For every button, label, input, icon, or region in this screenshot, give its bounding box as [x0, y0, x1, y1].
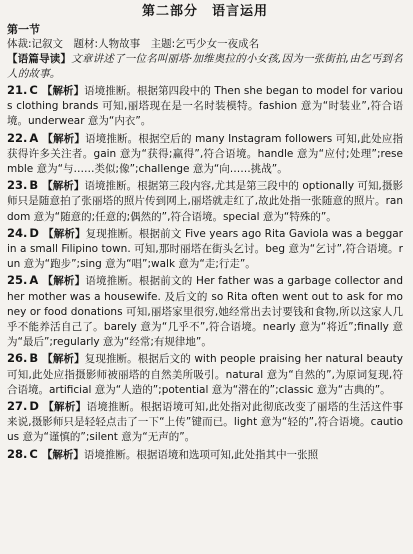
- analysis-text: 复现推断。根据后文的 with people praising her natural beauty 可知,此处应指摄影师被丽塔的自然美所吸引。natural 意为“自然的”,为原词复现,符合语境。artificial 意为“人造的”;potential 意为“潜在的”;classic 意为“古典的”。: [7, 353, 403, 396]
- page-bottom-fade: [0, 546, 413, 554]
- analysis-tag: 【解析】: [41, 448, 84, 461]
- analysis-text: 语境推断。根据前文的 Her father was a garbage collector and her mother was a housewife. 及后文的 so Rita often went out to ask for money or food donations 可知,丽塔家里很穷,她经常出去讨要钱和食物,所以这家人几乎不能养活自己了。barely 意为“几乎不”,符合语境。nearly 意为“将近”;finally 意为“最后”;regularly 意为“经常;有规律地”。: [7, 275, 404, 349]
- question-number: 22.: [7, 130, 28, 145]
- answer-letter: C: [29, 83, 38, 97]
- answer-item-26: [7, 351, 403, 398]
- answer-letter: B: [29, 178, 39, 193]
- analysis-text: 语境推断。根据第四段中的 Then she began to model for various clothing brands 可知,丽塔现在是一名时装模特。fashion 意为“时装业”,符合语境。underwear 意为“内衣”。: [7, 85, 404, 128]
- answer-letter: D: [29, 225, 39, 240]
- analysis-text: 语境推断。根据语境和选项可知,此处指其中一张照: [83, 448, 319, 461]
- question-number: 25.: [7, 273, 28, 288]
- answer-item-28: [7, 447, 403, 463]
- question-number: 27.: [7, 399, 28, 414]
- passage-meta: 体裁:记叙文 题材:人物故事 主题:乞丐少女一夜成名: [7, 38, 260, 50]
- question-number: 26.: [7, 351, 28, 366]
- question-number: 28.: [7, 446, 28, 461]
- analysis-text: 语境推断。根据第三段内容,尤其是第三段中的 optionally 可知,摄影师只是随意拍了张丽塔的照片传到网上,丽塔就走红了,故此处指一张随意的照片。random 意为“随意的;任意的;偶然的”,符合语境。special 意为“特殊的”。: [7, 180, 404, 223]
- analysis-tag: 【解析】: [42, 180, 85, 193]
- passage-guide: [7, 52, 403, 82]
- answer-item-24: [7, 226, 403, 273]
- answer-item-22: [7, 131, 403, 178]
- analysis-text: 语境推断。根据空后的 many Instagram followers 可知,此处应指获得许多关注者。gain 意为“获得;赢得”,符合语境。handle 意为“应付;处理”;resemble 意为“与……类似;像”;challenge 意为“向……挑战”。: [7, 132, 404, 176]
- analysis-tag: 【解析】: [42, 275, 86, 288]
- analysis-text: 复现推断。根据前文 Five years ago Rita Gaviola was a beggar in a small Filipino town. 可知,那时丽塔在街头乞讨。beg 意为“乞讨”,符合语境。run 意为“跑步”;sing 意为“唱”;walk 意为“走;行走”。: [7, 227, 403, 271]
- answer-item-23: [7, 178, 403, 225]
- analysis-tag: 【解析】: [42, 132, 86, 145]
- answer-letter: B: [29, 351, 39, 366]
- answer-item-27: [7, 399, 403, 446]
- question-number: 23.: [7, 178, 28, 193]
- guide-tag: 【语篇导读】: [7, 53, 72, 65]
- page-title: 第二部分 语言运用: [141, 4, 268, 19]
- question-number: 24.: [7, 225, 28, 240]
- analysis-tag: 【解析】: [41, 85, 85, 97]
- question-number: 21.: [7, 83, 28, 97]
- analysis-tag: 【解析】: [42, 227, 86, 240]
- section-heading: 第一节: [7, 23, 40, 36]
- analysis-tag: 【解析】: [42, 353, 85, 366]
- answer-item-25: [7, 273, 403, 350]
- analysis-text: 语境推断。根据语境可知,此处指对此彻底改变了丽塔的生活这件事来说,摄影师只是轻轻点击了一下“上传”键而已。light 意为“轻的”,符合语境。cautious 意为“谨慎的”;silent 意为“无声的”。: [7, 401, 404, 444]
- answer-letter: D: [29, 399, 39, 414]
- answer-item-21: [7, 83, 403, 130]
- answer-letter: A: [29, 273, 39, 288]
- guide-text: 文章讲述了一位名叫丽塔·加维奥拉的小女孩,因为一张街拍,由乞丐到名人的故事。: [7, 53, 403, 80]
- answer-letter: C: [29, 446, 38, 461]
- analysis-tag: 【解析】: [42, 401, 87, 414]
- answer-letter: A: [29, 130, 39, 145]
